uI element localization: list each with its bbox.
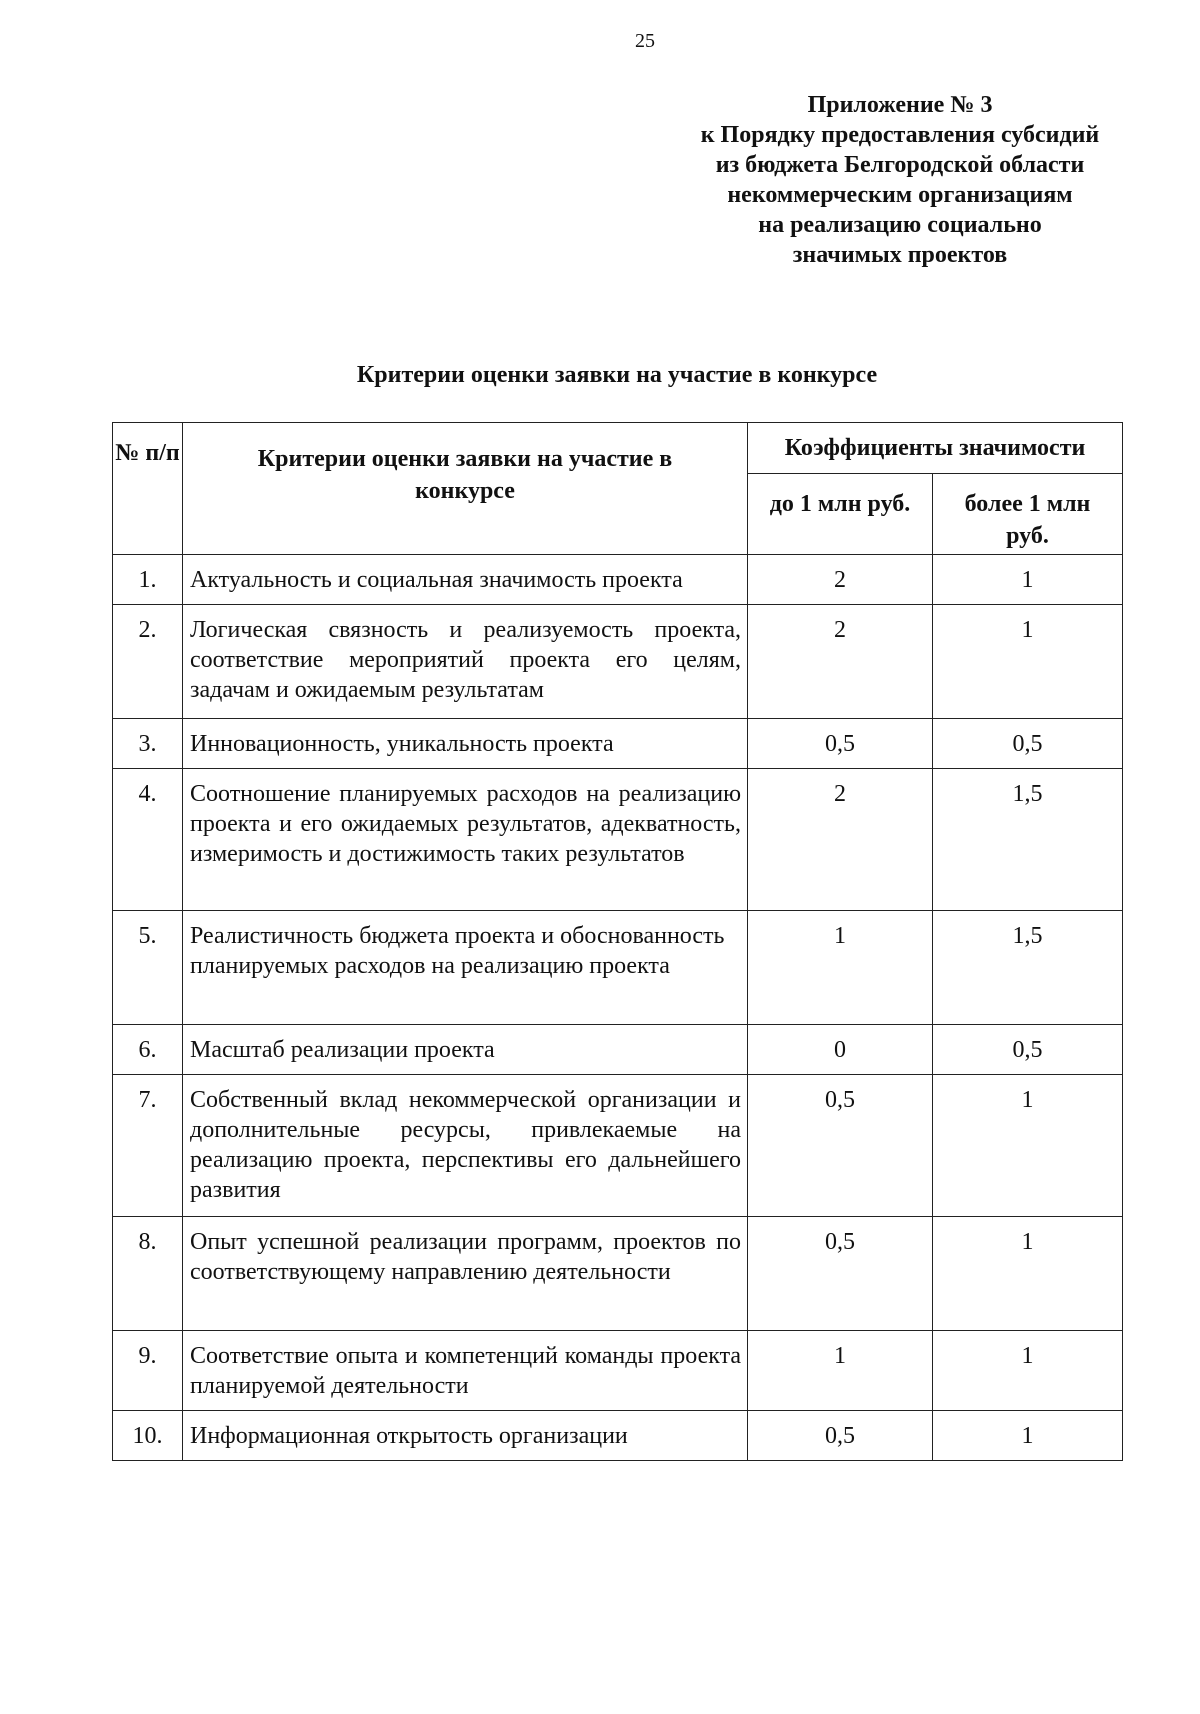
header-number: № п/п xyxy=(113,423,183,555)
row-value-over-1m: 1 xyxy=(933,605,1123,719)
header-over-1m: более 1 млн руб. xyxy=(933,474,1123,555)
row-criterion: Собственный вклад некоммерческой организации и дополнительные ресурсы, привлекаемые на реализацию проекта, перспективы его дальнейшего развития xyxy=(183,1075,748,1217)
header-criteria: Критерии оценки заявки на участие в конкурсе xyxy=(183,423,748,555)
table-row xyxy=(113,1025,1123,1075)
row-criterion: Соотношение планируемых расходов на реализацию проекта и его ожидаемых результатов, адекватность, измеримость и достижимость таких результатов xyxy=(183,769,748,911)
row-number: 3. xyxy=(113,719,183,769)
row-criterion: Опыт успешной реализации программ, проектов по соответствующему направлению деятельности xyxy=(183,1217,748,1331)
table-row xyxy=(113,1331,1123,1411)
row-value-under-1m: 0,5 xyxy=(748,1075,933,1217)
row-number: 6. xyxy=(113,1025,183,1075)
appendix-line: значимых проектов xyxy=(792,242,1008,268)
row-value-under-1m: 0 xyxy=(748,1025,933,1075)
row-criterion: Актуальность и социальная значимость проекта xyxy=(183,555,748,605)
table-row xyxy=(113,1217,1123,1331)
row-value-under-1m: 2 xyxy=(748,605,933,719)
appendix-line: из бюджета Белгородской области xyxy=(715,152,1085,178)
table-row xyxy=(113,719,1123,769)
row-criterion: Информационная открытость организации xyxy=(183,1411,748,1461)
criteria-table xyxy=(112,422,1123,1461)
table-row xyxy=(113,1411,1123,1461)
row-number: 1. xyxy=(113,555,183,605)
row-criterion: Масштаб реализации проекта xyxy=(183,1025,748,1075)
row-value-over-1m: 1 xyxy=(933,1331,1123,1411)
row-criterion: Реалистичность бюджета проекта и обоснованность планируемых расходов на реализацию проекта xyxy=(183,911,748,1025)
row-number: 10. xyxy=(113,1411,183,1461)
row-value-over-1m: 1 xyxy=(933,1075,1123,1217)
row-value-under-1m: 1 xyxy=(748,1331,933,1411)
appendix-line: к Порядку предоставления субсидий xyxy=(700,122,1100,148)
appendix-line: Приложение № 3 xyxy=(807,92,993,118)
appendix-line: на реализацию социально xyxy=(758,212,1042,238)
row-value-over-1m: 1 xyxy=(933,555,1123,605)
row-number: 7. xyxy=(113,1075,183,1217)
table-row xyxy=(113,769,1123,911)
row-criterion: Инновационность, уникальность проекта xyxy=(183,719,748,769)
row-number: 9. xyxy=(113,1331,183,1411)
row-value-over-1m: 1 xyxy=(933,1411,1123,1461)
table-row xyxy=(113,911,1123,1025)
header-under-1m: до 1 млн руб. xyxy=(748,474,933,555)
document-title: Критерии оценки заявки на участие в конкурсе xyxy=(356,362,878,388)
row-number: 4. xyxy=(113,769,183,911)
table-row xyxy=(113,1075,1123,1217)
appendix-line: некоммерческим организациям xyxy=(727,182,1073,208)
row-number: 2. xyxy=(113,605,183,719)
row-value-under-1m: 0,5 xyxy=(748,719,933,769)
row-value-over-1m: 0,5 xyxy=(933,719,1123,769)
row-value-under-1m: 0,5 xyxy=(748,1411,933,1461)
row-number: 5. xyxy=(113,911,183,1025)
row-value-under-1m: 2 xyxy=(748,555,933,605)
row-number: 8. xyxy=(113,1217,183,1331)
row-value-under-1m: 2 xyxy=(748,769,933,911)
row-value-over-1m: 0,5 xyxy=(933,1025,1123,1075)
row-criterion: Логическая связность и реализуемость проекта, соответствие мероприятий проекта его целям, задачам и ожидаемым результатам xyxy=(183,605,748,719)
row-value-under-1m: 1 xyxy=(748,911,933,1025)
header-coefficients: Коэффициенты значимости xyxy=(748,423,1123,474)
table-row xyxy=(113,605,1123,719)
row-value-over-1m: 1,5 xyxy=(933,769,1123,911)
page-number: 25 xyxy=(635,30,655,52)
appendix-header xyxy=(640,90,1160,270)
row-value-over-1m: 1,5 xyxy=(933,911,1123,1025)
row-value-over-1m: 1 xyxy=(933,1217,1123,1331)
row-criterion: Соответствие опыта и компетенций команды проекта планируемой деятельности xyxy=(183,1331,748,1411)
table-row xyxy=(113,555,1123,605)
row-value-under-1m: 0,5 xyxy=(748,1217,933,1331)
